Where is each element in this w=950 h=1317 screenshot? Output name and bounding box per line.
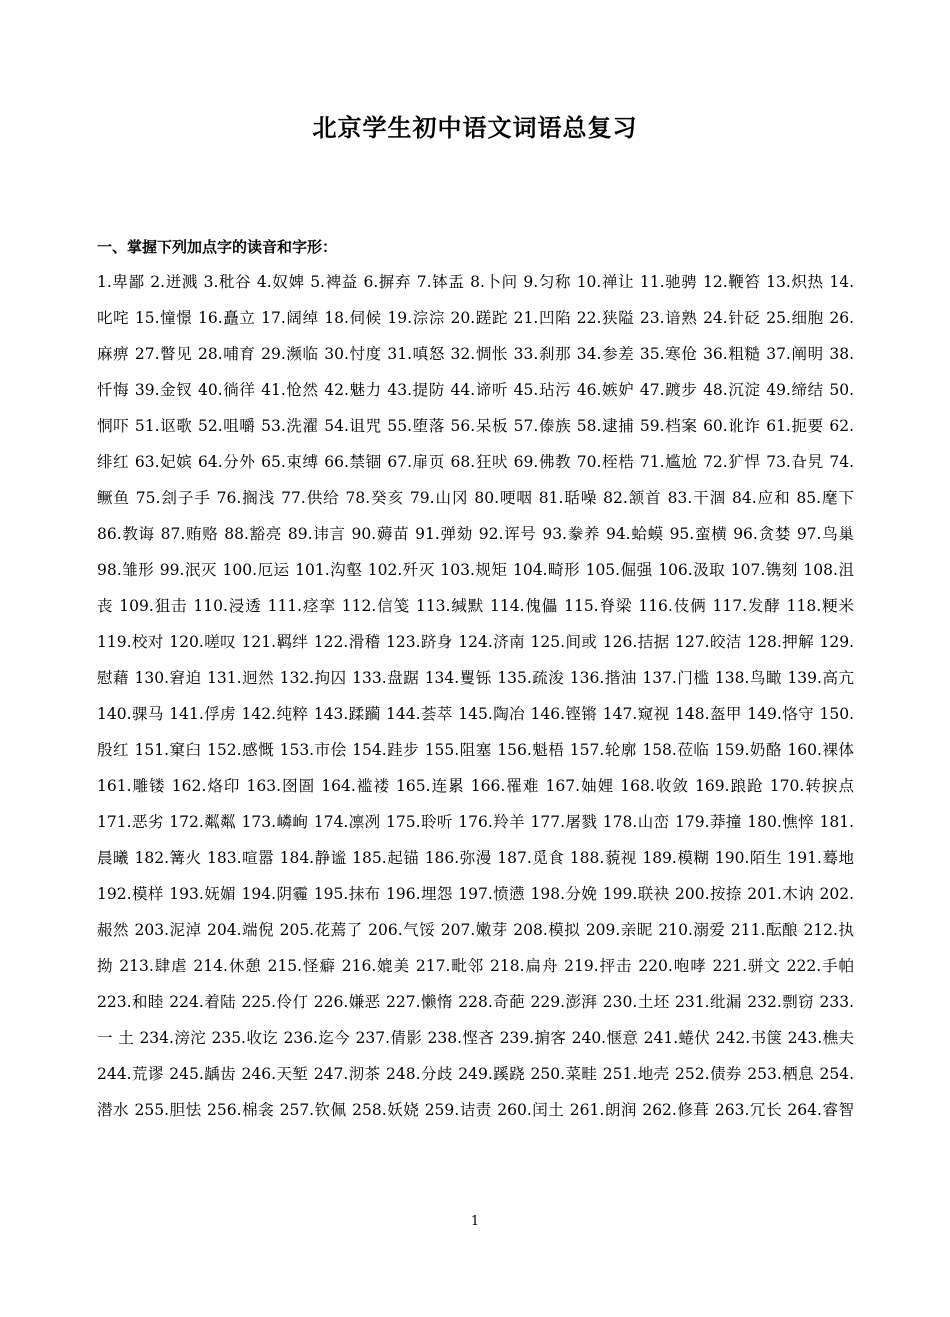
word-list-line: 171.恶劣 172.粼粼 173.嶙峋 174.凛冽 175.聆听 176.羚羊 177.屠戮 178.山峦 179.莽撞 180.憔悴 181. bbox=[97, 813, 854, 831]
word-list-line: 一 土 234.滂沱 235.收讫 236.迄今 237.倩影 238.悭吝 239.掮客 240.惬意 241.蜷伏 242.书箧 243.樵夫 bbox=[97, 1029, 854, 1047]
page-number: 1 bbox=[470, 1214, 480, 1229]
word-list-line: 忏悔 39.金钗 40.徜徉 41.怆然 42.魅力 43.提防 44.谛听 45.玷污 46.嫉妒 47.踱步 48.沉淀 49.缔结 50. bbox=[97, 381, 854, 399]
word-list-line: 晨曦 182.篝火 183.喧嚣 184.静谧 185.起锚 186.弥漫 187.觅食 188.藐视 189.模糊 190.陌生 191.蓦地 bbox=[97, 849, 854, 867]
word-list-line: 1.卑鄙 2.迸溅 3.秕谷 4.奴婢 5.裨益 6.摒弃 7.钵盂 8.卜问 9.匀称 10.禅让 11.驰骋 12.鞭笞 13.炽热 14. bbox=[97, 273, 854, 291]
word-list-line: 殷红 151.窠臼 152.感慨 153.市侩 154.跬步 155.阻塞 156.魁梧 157.轮廓 158.莅临 159.奶酪 160.裸体 bbox=[97, 741, 854, 759]
word-list-line: 叱咤 15.憧憬 16.矗立 17.阔绰 18.伺候 19.淙淙 20.蹉跎 21.凹陷 22.狭隘 23.谙熟 24.针砭 25.细胞 26. bbox=[97, 309, 854, 327]
word-list-line: 98.雏形 99.泯灭 100.厄运 101.沟壑 102.歼灭 103.规矩 104.畸形 105.倔强 106.汲取 107.镌刻 108.沮 bbox=[97, 561, 854, 579]
page-title: 北京学生初中语文词语总复习 bbox=[312, 114, 638, 142]
word-list-line: 223.和睦 224.着陆 225.伶仃 226.嫌恶 227.懒惰 228.奇葩 229.澎湃 230.土坯 231.纰漏 232.剽窃 233. bbox=[97, 993, 854, 1011]
word-list-line: 鳜鱼 75.刽子手 76.搁浅 77.供给 78.癸亥 79.山冈 80.哽咽 81.聒噪 82.颔首 83.干涸 84.应和 85.麾下 bbox=[97, 489, 854, 507]
word-list-line: 慰藉 130.窘迫 131.迥然 132.拘囚 133.盘踞 134.矍铄 135.疏浚 136.揩油 137.门槛 138.鸟瞰 139.高亢 bbox=[97, 669, 854, 687]
word-list-line: 恫吓 51.讴歌 52.咀嚼 53.洗濯 54.诅咒 55.堕落 56.呆板 57.傣族 58.逮捕 59.档案 60.讹诈 61.扼要 62. bbox=[97, 417, 854, 435]
word-list-line: 140.骒马 141.俘虏 142.纯粹 143.蹂躏 144.荟萃 145.陶冶 146.铿锵 147.窥视 148.盔甲 149.恪守 150. bbox=[97, 705, 854, 723]
word-list-line: 119.校对 120.嗟叹 121.羁绊 122.滑稽 123.跻身 124.济南 125.间或 126.拮据 127.皎洁 128.押解 129. bbox=[97, 633, 854, 651]
word-list-line: 86.教诲 87.贿赂 88.豁亮 89.讳言 90.薅苗 91.弹劾 92.诨号 93.豢养 94.蛤蟆 95.蛮横 96.贪婪 97.鸟巢 bbox=[97, 525, 854, 543]
word-list-line: 拗 213.肆虐 214.休憩 215.怪癖 216.媲美 217.毗邻 218.扁舟 219.抨击 220.咆哮 221.骈文 222.手帕 bbox=[97, 957, 854, 975]
word-list bbox=[97, 264, 854, 1128]
word-list-line: 麻痹 27.瞥见 28.哺育 29.濒临 30.忖度 31.嗔怒 32.惆怅 33.刹那 34.参差 35.寒伧 36.粗糙 37.阐明 38. bbox=[97, 345, 854, 363]
word-list-line: 赧然 203.泥淖 204.端倪 205.花蔫了 206.气馁 207.嫩芽 208.模拟 209.亲昵 210.溺爱 211.酝酿 212.执 bbox=[97, 921, 854, 939]
word-list-line: 丧 109.狙击 110.浸透 111.痉挛 112.信笺 113.缄默 114.傀儡 115.脊梁 116.伎俩 117.发酵 118.粳米 bbox=[97, 597, 854, 615]
word-list-line: 192.模样 193.妩媚 194.阴霾 195.抹布 196.埋怨 197.愤懑 198.分娩 199.联袂 200.按捺 201.木讷 202. bbox=[97, 885, 854, 903]
word-list-line: 绯红 63.妃嫔 64.分外 65.束缚 66.禁锢 67.扉页 68.狂吠 69.佛教 70.桎梏 71.尴尬 72.犷悍 73.旮旯 74. bbox=[97, 453, 854, 471]
word-list-line: 244.荒谬 245.龋齿 246.天堑 247.沏茶 248.分歧 249.蹊跷 250.菜畦 251.地壳 252.债券 253.栖息 254. bbox=[97, 1065, 854, 1083]
word-list-line: 潜水 255.胆怯 256.棉衾 257.钦佩 258.妖娆 259.诘责 260.闰土 261.朗润 262.修葺 263.冗长 264.睿智 bbox=[97, 1101, 854, 1119]
word-list-line: 161.雕镂 162.烙印 163.囹圄 164.褴褛 165.连累 166.罹难 167.妯娌 168.收敛 169.踉跄 170.转捩点 bbox=[97, 777, 854, 795]
section-heading: 一、掌握下列加点字的读音和字形： bbox=[97, 238, 338, 256]
